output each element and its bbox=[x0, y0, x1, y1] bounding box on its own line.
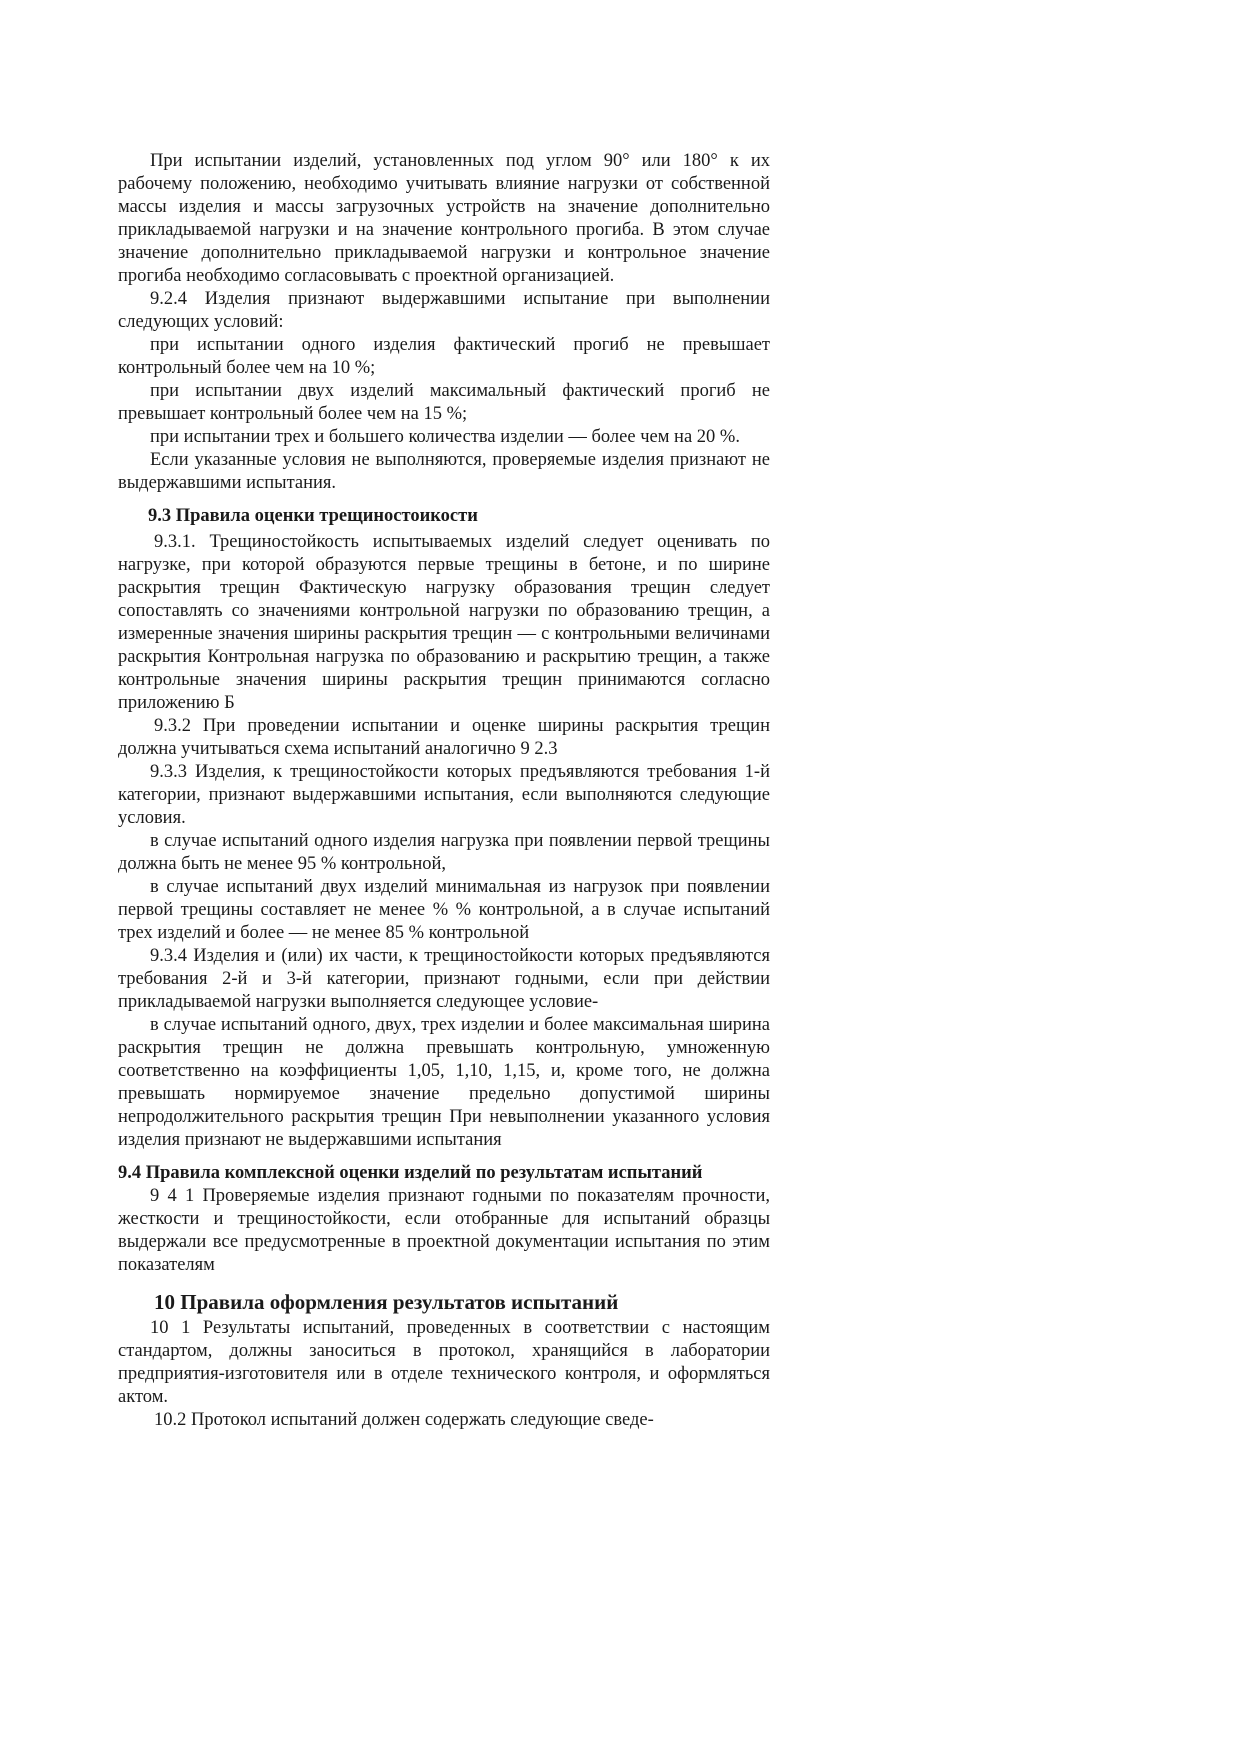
paragraph-9-3-1: 9.3.1. Трещиностойкость испытываемых изделий следует оценивать по нагрузке, при которой образуются первые трещины в бетоне, и по ширине раскрытия трещин Фактическую нагрузку образования трещин следует сопоставлять со значениями контрольной нагрузки по образованию трещин, а измеренные значения ширины раскрытия трещин — с контрольными величинами раскрытия Контрольная нагрузка по образованию и раскрытию трещин, а также контрольные значения ширины раскрытия трещин принимаются согласно приложению Б bbox=[118, 532, 770, 713]
paragraph-9-3-4: 9.3.4 Изделия и (или) их части, к трещиностойкости которых предъявляются требования 2-й и 3-й категории, признают годными, если при действии прикладываемой нагрузки выполняется следующее условие- bbox=[118, 946, 770, 1012]
paragraph-failure-note: Если указанные условия не выполняются, проверяемые изделия признают не выдержавшими испытания. bbox=[118, 450, 770, 493]
paragraph-9-3-3: 9.3.3 Изделия, к трещиностойкости которых предъявляются требования 1-й категории, признают выдержавшими испытания, если выполняются следующие условия. bbox=[118, 762, 770, 828]
condition-three-items: при испытании трех и большего количества изделии — более чем на 20 %. bbox=[150, 427, 740, 447]
paragraph-9-4-1: 9 4 1 Проверяемые изделия признают годными по показателям прочности, жесткости и трещиностойкости, если отобранные для испытаний образцы выдержали все предусмотренные в проектной документации испытания по этим показателям bbox=[118, 1186, 770, 1275]
paragraph-10-1: 10 1 Результаты испытаний, проведенных в соответствии с настоящим стандартом, должны заноситься в протокол, хранящийся в лаборатории предприятия-изготовителя или в отделе технического контроля, и оформляться актом. bbox=[118, 1318, 770, 1407]
paragraph-inverted-load-note: При испытании изделий, установленных под углом 90° или 180° к их рабочему положению, необходимо учитывать влияние нагрузки от собственной массы изделия и массы загрузочных устройств на значение дополнительно прикладываемой нагрузки и на значение контрольного прогиба. В этом случае значение дополнительно прикладываемой нагрузки и контрольное значение прогиба необходимо согласовывать с проектной организацией. bbox=[118, 151, 770, 286]
condition-one-item: при испытании одного изделия фактический прогиб не превышает контрольный более чем на 10 %; bbox=[118, 335, 770, 378]
condition-first-crack-one: в случае испытаний одного изделия нагрузка при появлении первой трещины должна быть не менее 95 % контрольной, bbox=[118, 831, 770, 874]
paragraph-10-2: 10.2 Протокол испытаний должен содержать следующие сведе- bbox=[154, 1410, 654, 1430]
section-heading-9-3: 9.3 Правила оценки трещиностоикости bbox=[148, 506, 478, 526]
document-page bbox=[118, 150, 770, 1432]
paragraph-9-2-4: 9.2.4 Изделия признают выдержавшими испытание при выполнении следующих условий: bbox=[118, 289, 770, 332]
condition-crack-width: в случае испытаний одного, двух, трех изделии и более максимальная ширина раскрытия трещин не должна превышать контрольную, умноженную соответственно на коэффициенты 1,05, 1,10, 1,15, и, кроме того, не должна превышать нормируемое значение предельно допустимой ширины непродолжительного раскрытия трещин При невыполнении указанного условия изделия признают не выдержавшими испытания bbox=[118, 1015, 770, 1150]
section-heading-9-4: 9.4 Правила комплексной оценки изделий по результатам испытаний bbox=[118, 1163, 703, 1183]
section-heading-10: 10 Правила оформления результатов испытаний bbox=[154, 1290, 619, 1314]
paragraph-9-3-2: 9.3.2 При проведении испытании и оценке ширины раскрытия трещин должна учитываться схема испытаний аналогично 9 2.3 bbox=[118, 716, 770, 759]
condition-first-crack-two-three: в случае испытаний двух изделий минимальная из нагрузок при появлении первой трещины составляет не менее % % контрольной, а в случае испытаний трех изделий и более — не менее 85 % контрольной bbox=[118, 877, 770, 943]
condition-two-items: при испытании двух изделий максимальный фактический прогиб не превышает контрольный более чем на 15 %; bbox=[118, 381, 770, 424]
